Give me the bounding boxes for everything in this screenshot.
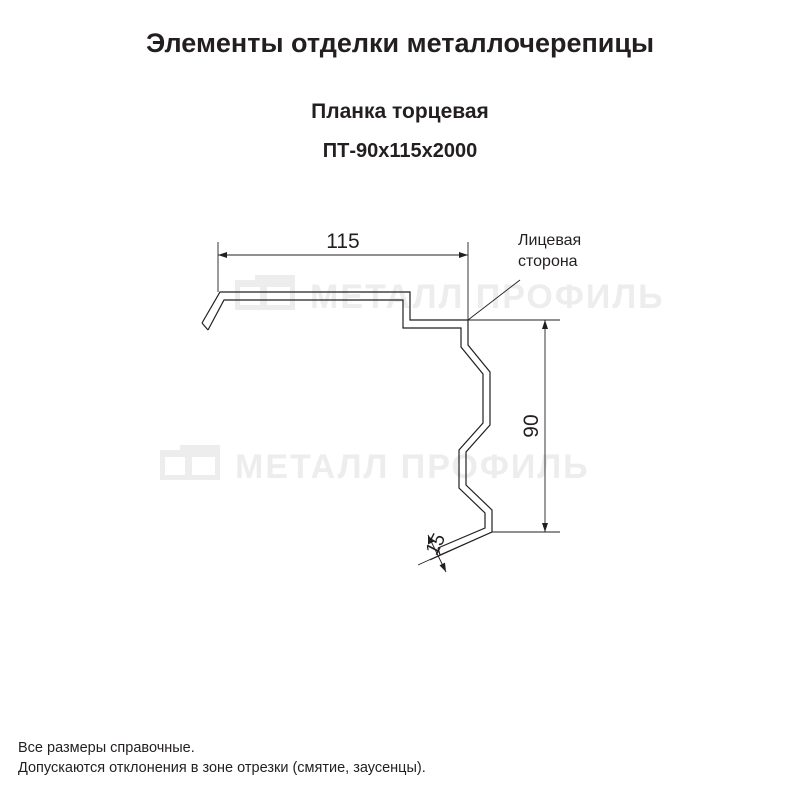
product-code: ПТ-90х115х2000	[322, 140, 478, 162]
face-side-label-line2: сторона	[518, 253, 578, 270]
face-side-label-line1: Лицевая	[518, 232, 582, 249]
footnotes	[18, 738, 426, 778]
technical-drawing	[0, 180, 800, 610]
dimension-lip-label: 15	[421, 530, 451, 559]
footnote-line-2: Допускаются отклонения в зоне отрезки (смятие, заусенцы).	[18, 760, 426, 776]
dimension-height-label: 90	[520, 414, 543, 438]
svg-text:МЕТАЛЛ ПРОФИЛЬ: МЕТАЛЛ ПРОФИЛЬ	[310, 278, 665, 316]
dimension-width-label: 115	[326, 230, 360, 253]
page-title: Элементы отделки металлочерепицы	[145, 28, 655, 58]
svg-text:МЕТАЛЛ ПРОФИЛЬ: МЕТАЛЛ ПРОФИЛЬ	[235, 448, 590, 486]
product-name: Планка торцевая	[311, 100, 489, 123]
footnote-line-1: Все размеры справочные.	[18, 740, 195, 756]
